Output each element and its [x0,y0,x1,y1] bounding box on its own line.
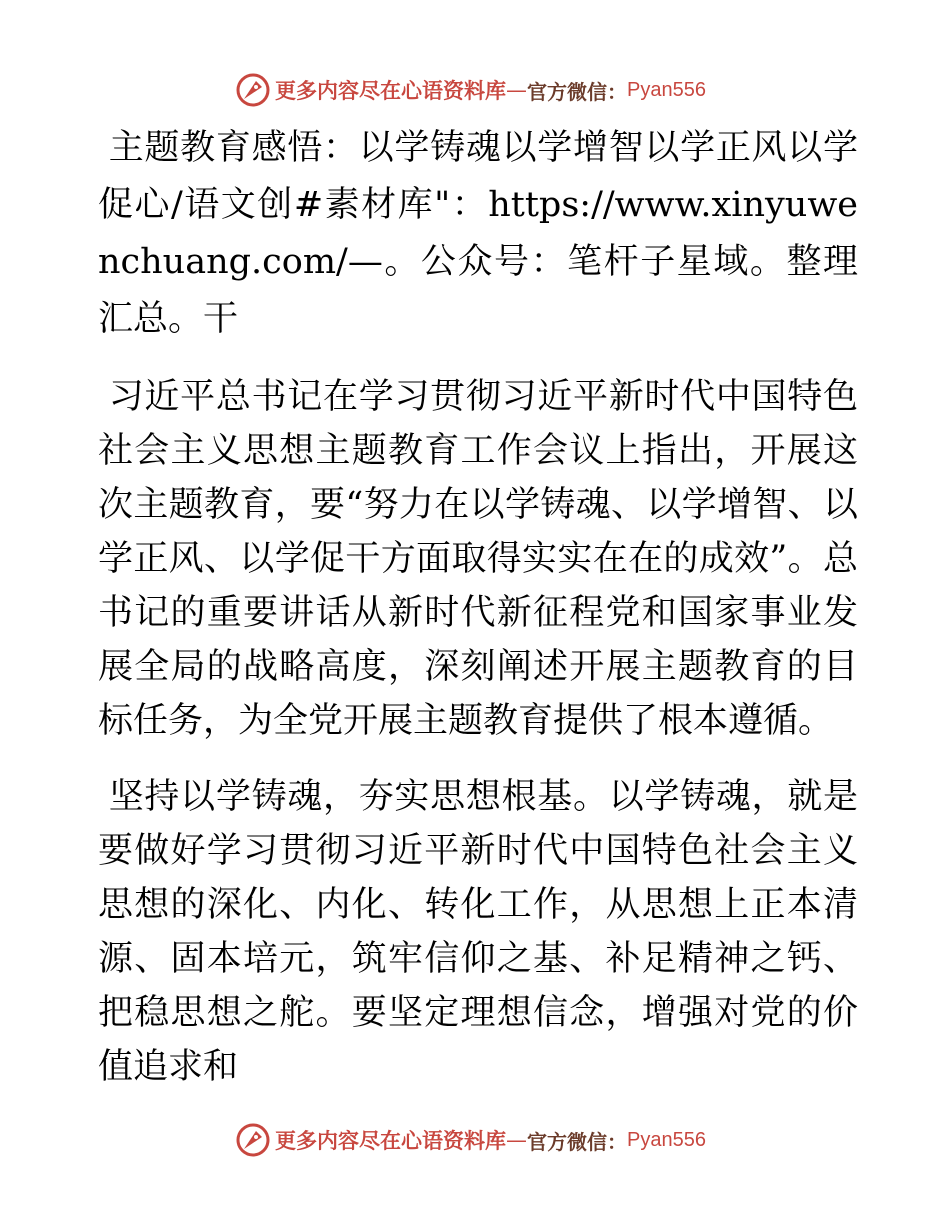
footer-banner[interactable] [235,1120,715,1160]
header-banner[interactable] [235,70,715,110]
banner-dash: — [506,78,527,102]
paragraph-section [98,770,858,1094]
banner-brand-text: 更多内容尽在心语资料库 [275,1128,506,1153]
pen-nib-logo-icon [235,1122,271,1158]
banner-wechat-id: Pyan556 [627,78,706,101]
banner-wechat-label: 官方微信： [527,1129,627,1154]
banner-dash: — [506,1128,527,1152]
banner-wechat-id: Pyan556 [627,1128,706,1151]
document-body [98,120,858,1094]
pen-nib-logo-icon [235,72,271,108]
paragraph-text: 主题教育感悟：以学铸魂以学增智以学正风以学促心/语文创#素材库"：https://www.xinyuwenchuang.com/—。公众号：笔杆子星域。整理汇总。干 [98,128,858,339]
paragraph-intro [98,370,858,748]
paragraph-text: 习近平总书记在学习贯彻习近平新时代中国特色社会主义思想主题教育工作会议上指出，开展这次主题教育，要“努力在以学铸魂、以学增智、以学正风、以学促干方面取得实实在在的成效”。总书记的重要讲话从新时代新征程党和国家事业发展全局的战略高度，深刻阐述开展主题教育的目标任务，为全党开展主题教育提供了根本遵循。 [98,377,858,741]
paragraph-title [98,120,858,348]
banner-brand-text: 更多内容尽在心语资料库 [275,78,506,103]
paragraph-text: 坚持以学铸魂，夯实思想根基。以学铸魂，就是要做好学习贯彻习近平新时代中国特色社会主义思想的深化、内化、转化工作，从思想上正本清源、固本培元，筑牢信仰之基、补足精神之钙、把稳思想之舵。要坚定理想信念，增强对党的价值追求和 [98,777,858,1087]
banner-wechat-label: 官方微信： [527,79,627,104]
